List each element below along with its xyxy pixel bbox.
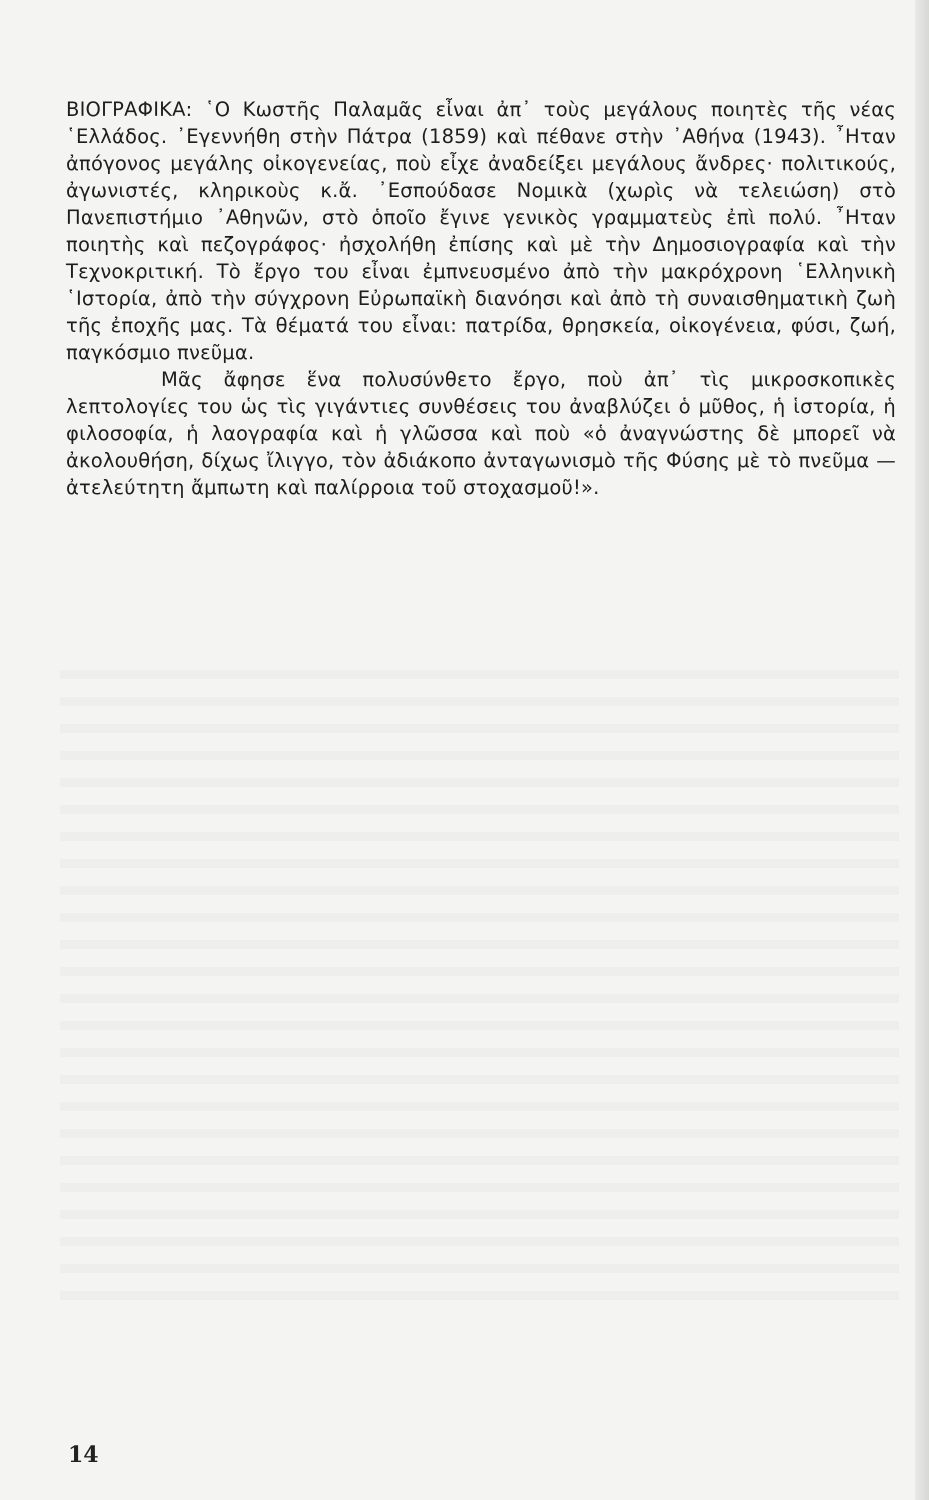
page-number: 14 [68, 1442, 99, 1468]
biography-paragraph-1: ΒΙΟΓΡΑΦΙΚΑ: ῾Ο Κωστῆς Παλαμᾶς εἶναι ἀπ᾽ τοὺς μεγάλους ποιητὲς τῆς νέας ῾Ελλάδος. ᾽Εγεννήθη στὴν Πάτρα (1859) καὶ πέθανε στὴν ᾽Αθήνα (1943). ῏Ηταν ἀπόγονος μεγάλης οἰκογενείας, ποὺ εἶχε ἀναδείξει μεγάλους ἄνδρες· πολιτικούς, ἀγωνιστές, κληρικοὺς κ.ἄ. ᾽Εσπούδασε Νομικὰ (χωρὶς νὰ τελειώση) στὸ Πανεπιστήμιο ᾽Αθηνῶν, στὸ ὁποῖο ἔγινε γενικὸς γραμματεὺς ἐπὶ πολύ. ῏Ηταν ποιητὴς καὶ πεζογράφος· ἠσχολήθη ἐπίσης καὶ μὲ τὴν Δημοσιογραφία καὶ τὴν Τεχνοκριτική. Τὸ ἔργο του εἶναι ἐμπνευσμένο ἀπὸ τὴν μακρόχρονη ῾Ελληνικὴ ῾Ιστορία, ἀπὸ τὴν σύγχρονη Εὐρωπαϊκὴ διανόησι καὶ ἀπὸ τὴ συναισθηματικὴ ζωὴ τῆς ἐποχῆς μας. Τὰ θέματά του εἶναι: πατρίδα, θρησκεία, οἰκογένεια, φύσι, ζωή, παγκόσμιο πνεῦμα. [66, 98, 896, 364]
show-through-text [60, 660, 899, 1300]
page-edge [915, 0, 929, 1500]
biography-paragraph-2: Μᾶς ἄφησε ἕνα πολυσύνθετο ἔργο, ποὺ ἀπ᾽ τὶς μικροσκοπικὲς λεπτολογίες του ὡς τὶς γιγάντιες συνθέσεις του ἀναβλύζει ὁ μῦθος, ἡ ἱστορία, ἡ φιλοσοφία, ἡ λαογραφία καὶ ἡ γλῶσσα καὶ ποὺ «ὁ ἀναγνώστης δὲ μπορεῖ νὰ ἀκολουθήση, δίχως ἴλιγγο, τὸν ἀδιάκοπο ἀνταγωνισμὸ τῆς Φύσης μὲ τὸ πνεῦμα — ἀτελεύτητη ἄμπωτη καὶ παλίρροια τοῦ στοχασμοῦ!». [66, 368, 896, 499]
biography-text [66, 96, 896, 501]
